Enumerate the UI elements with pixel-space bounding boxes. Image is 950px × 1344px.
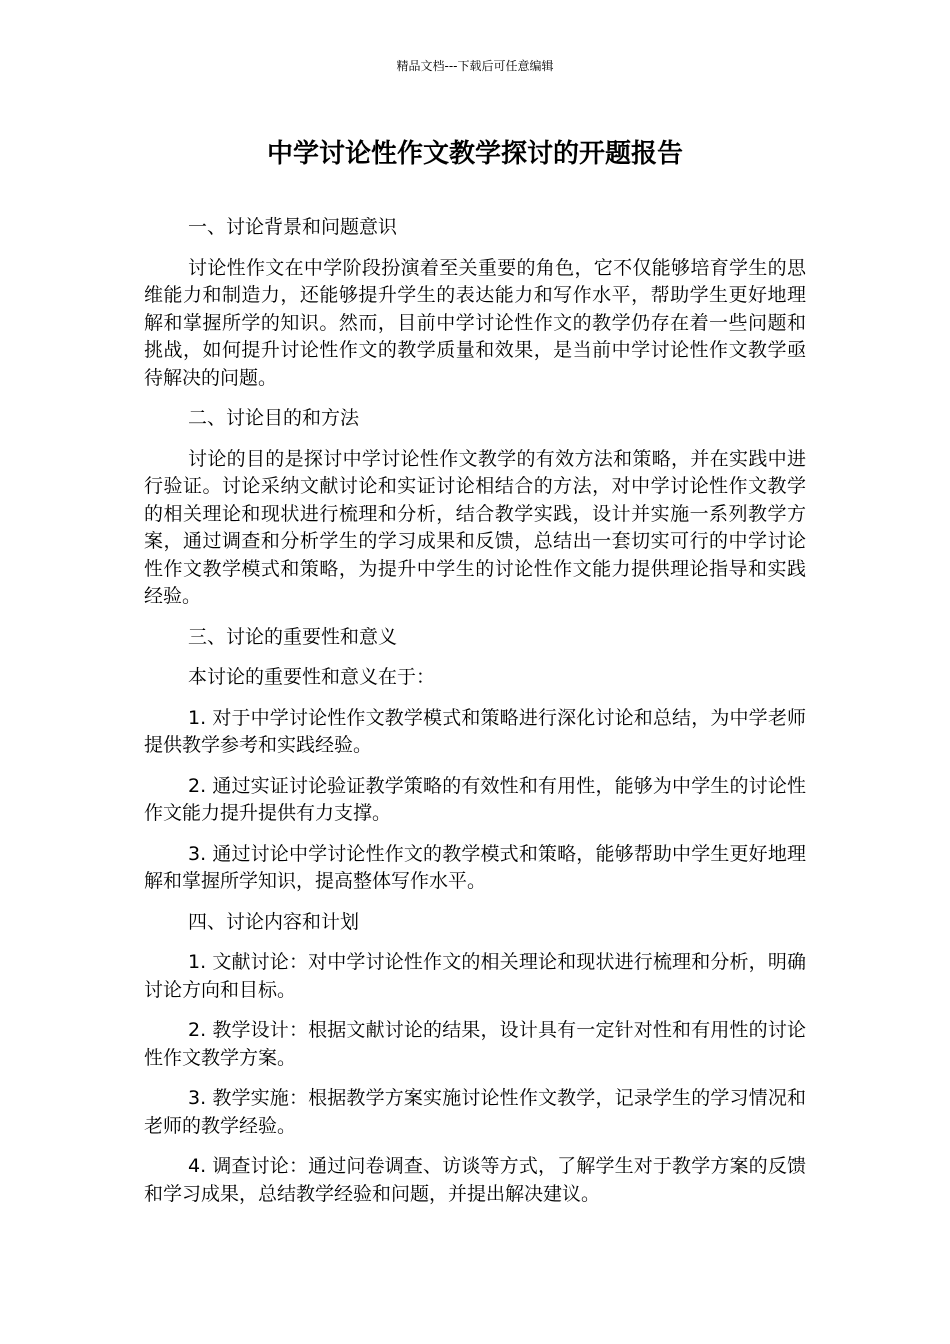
list-item-significance-1: 1. 对于中学讨论性作文教学模式和策略进行深化讨论和总结，为中学老师提供教学参考和实践经验。 [144,706,806,756]
section-heading-purpose: 二、讨论目的和方法 [188,407,360,429]
list-item-plan-1: 1. 文献讨论：对中学讨论性作文的相关理论和现状进行梳理和分析，明确讨论方向和目标。 [144,951,806,1001]
list-item-plan-2: 2. 教学设计：根据文献讨论的结果，设计具有一定针对性和有用性的讨论性作文教学方案。 [144,1019,806,1069]
section-heading-background: 一、讨论背景和问题意识 [188,216,398,238]
document-title: 中学讨论性作文教学探讨的开题报告 [266,139,683,169]
document-body [144,214,806,1221]
section-heading-plan: 四、讨论内容和计划 [188,910,360,933]
paragraph-background: 讨论性作文在中学阶段扮演着至关重要的角色，它不仅能够培育学生的思维能力和制造力，还能够提升学生的表达能力和写作水平，帮助学生更好地理解和掌握所学的知识。然而，目前中学讨论性作文的教学仍存在着一些问题和挑战，如何提升讨论性作文的教学质量和效果，是当前中学讨论性作文教学亟待解决的问题。 [144,256,806,389]
list-item-significance-2: 2. 通过实证讨论验证教学策略的有效性和有用性，能够为中学生的讨论性作文能力提升提供有力支撑。 [144,774,806,824]
list-item-plan-3: 3. 教学实施：根据教学方案实施讨论性作文教学，记录学生的学习情况和老师的教学经验。 [144,1087,806,1137]
list-item-plan-4: 4. 调查讨论：通过问卷调查、访谈等方式，了解学生对于教学方案的反馈和学习成果，总结教学经验和问题，并提出解决建议。 [144,1155,806,1205]
paragraph-purpose: 讨论的目的是探讨中学讨论性作文教学的有效方法和策略，并在实践中进行验证。讨论采纳文献讨论和实证讨论相结合的方法，对中学讨论性作文教学的相关理论和现状进行梳理和分析，结合教学实践，设计并实施一系列教学方案，通过调查和分析学生的学习成果和反馈，总结出一套切实可行的中学讨论性作文教学模式和策略，为提升中学生的讨论性作文能力提供理论指导和实践经验。 [144,447,806,607]
list-item-significance-3: 3. 通过讨论中学讨论性作文的教学模式和策略，能够帮助中学生更好地理解和掌握所学知识，提高整体写作水平。 [144,842,806,892]
page-header: 精品文档---下载后可任意编辑 [396,59,554,73]
paragraph-significance-intro: 本讨论的重要性和意义在于： [188,666,436,688]
section-heading-significance: 三、讨论的重要性和意义 [188,625,398,648]
